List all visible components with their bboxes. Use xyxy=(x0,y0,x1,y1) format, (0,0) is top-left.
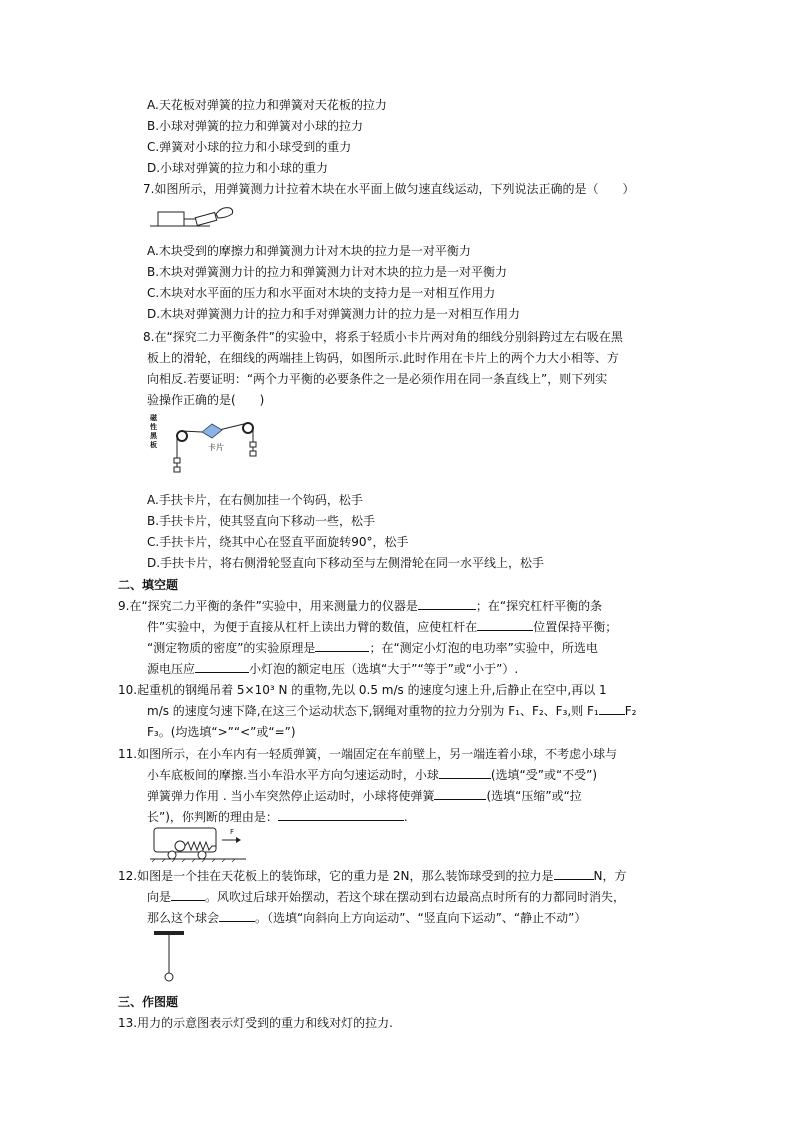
q9-blank-1[interactable] xyxy=(418,597,476,610)
q6-option-d: D.小球对弹簧的拉力和小球的重力 xyxy=(147,161,329,175)
q8-card-pulley-figure xyxy=(150,414,270,486)
q7-option-b: B.木块对弹簧测力计的拉力和弹簧测力计对木块的拉力是一对平衡力 xyxy=(147,265,508,279)
q8-option-a: A.手扶卡片，在右侧加挂一个钩码，松手 xyxy=(147,493,363,507)
q12-line-3: 那么这个球会 。（选填“向斜向上方向运动”、“竖直向下运动”、“静止不动”） xyxy=(147,911,587,925)
q7-stem: 7.如图所示，用弹簧测力计拉着木块在水平面上做匀速直线运动，下列说法正确的是（ ） xyxy=(143,182,635,196)
q12-blank-2[interactable] xyxy=(171,888,205,901)
q8-board-label: 磁 性 黑 板 xyxy=(150,414,157,449)
q7-block-spring-scale-figure xyxy=(150,198,240,234)
q8-stem-line-3: 向相反.若要证明：“两个力平衡的必要条件之一是必须作用在同一条直线上”，则下列实 xyxy=(147,372,608,386)
q10-line-3: F₃。(均选填“>”“<”或“=”) xyxy=(147,725,296,739)
q8-card-label: 卡片 xyxy=(208,443,224,452)
q8-stem-line-4: 验操作正确的是( ) xyxy=(147,393,265,407)
q11-line-1: 11.如图所示，在小车内有一轻质弹簧，一端固定在车前壁上，另一端连着小球，不考虑小球与 xyxy=(118,747,618,761)
q8-stem-line-2: 板上的滑轮，在细线的两端挂上钩码，如图所示.此时作用在卡片上的两个力大小相等、方 xyxy=(147,351,619,365)
q12-line-2: 向是 。风吹过后球开始摆动，若这个球在摆动到右边最高点时所有的力都同时消失， xyxy=(147,890,626,904)
q11-force-label: F xyxy=(230,828,235,836)
q12-line-1: 12.如图是一个挂在天花板上的装饰球，它的重力是 2N，那么装饰球受到的拉力是 N，方 xyxy=(118,869,627,883)
q7-option-c: C.木块对水平面的压力和水平面对木块的支持力是一对相互作用力 xyxy=(147,286,496,300)
q8-option-c: C.手扶卡片，绕其中心在竖直平面旋转90°，松手 xyxy=(147,535,409,549)
q7-option-a: A.木块受到的摩擦力和弹簧测力计对木块的拉力是一对平衡力 xyxy=(147,244,471,258)
q9-line-3: “测定物质的密度”的实验原理是 ；在“测定小灯泡的电功率”实验中，所选电 xyxy=(147,641,598,655)
section-heading-fill-in: 二、填空题 xyxy=(118,578,179,592)
q6-option-b: B.小球对弹簧的拉力和弹簧对小球的拉力 xyxy=(147,119,364,133)
q6-option-c: C.弹簧对小球的拉力和小球受到的重力 xyxy=(147,140,352,154)
q13-stem: 13.用力的示意图表示灯受到的重力和线对灯的拉力. xyxy=(118,1016,393,1030)
section-heading-drawing: 三、作图题 xyxy=(118,995,179,1009)
q12-blank-1[interactable] xyxy=(554,867,594,880)
q12-blank-3[interactable] xyxy=(219,909,255,922)
q12-hanging-ball-figure xyxy=(150,928,190,986)
q9-line-1: 9.在“探究二力平衡的条件”实验中，用来测量力的仪器是 ；在“探究杠杆平衡的条 xyxy=(118,599,603,613)
q7-option-d: D.木块对弹簧测力计的拉力和手对弹簧测力计的拉力是一对相互作用力 xyxy=(147,307,521,321)
q10-blank-1[interactable] xyxy=(599,702,625,715)
q9-blank-2[interactable] xyxy=(477,618,533,631)
q9-line-2: 件”实验中，为便于直接从杠杆上读出力臂的数值，应使杠杆在 位置保持平衡； xyxy=(147,620,618,634)
q11-blank-3[interactable] xyxy=(278,808,404,821)
q6-option-a: A.天花板对弹簧的拉力和弹簧对天花板的拉力 xyxy=(147,98,387,112)
q10-line-2: m/s 的速度匀速下降,在这三个运动状态下,钢绳对重物的拉力分别为 F₁、F₂、F₃,则 F₁ F₂ xyxy=(147,704,637,718)
q9-blank-3[interactable] xyxy=(315,639,369,652)
q11-line-2: 小车底板间的摩擦.当小车沿水平方向匀速运动时，小球 (选填“受”或“不受”) xyxy=(147,768,598,782)
q9-blank-4[interactable] xyxy=(195,660,249,673)
q11-blank-2[interactable] xyxy=(434,787,486,800)
q11-line-3: 弹簧弹力作用 . 当小车突然停止运动时，小球将使弹簧 (选填“压缩”或“拉 xyxy=(147,789,582,803)
q11-cart-spring-figure xyxy=(150,826,250,864)
q8-option-b: B.手扶卡片，使其竖直向下移动一些，松手 xyxy=(147,514,376,528)
q9-line-4: 源电压应 小灯泡的额定电压（选填“大于”“等于”或“小于”）. xyxy=(147,662,519,676)
q8-option-d: D.手扶卡片，将右侧滑轮竖直向下移动至与左侧滑轮在同一水平线上，松手 xyxy=(147,556,545,570)
q11-blank-1[interactable] xyxy=(439,766,491,779)
q10-line-1: 10.起重机的钢绳吊着 5×10³ N 的重物,先以 0.5 m/s 的速度匀速上升,后静止在空中,再以 1 xyxy=(118,683,607,697)
q8-stem-line-1: 8.在“探究二力平衡条件”的实验中，将系于轻质小卡片两对角的细线分别斜跨过左右吸在黑 xyxy=(143,330,623,344)
q11-line-4: 长”)，你判断的理由是： . xyxy=(147,810,408,824)
